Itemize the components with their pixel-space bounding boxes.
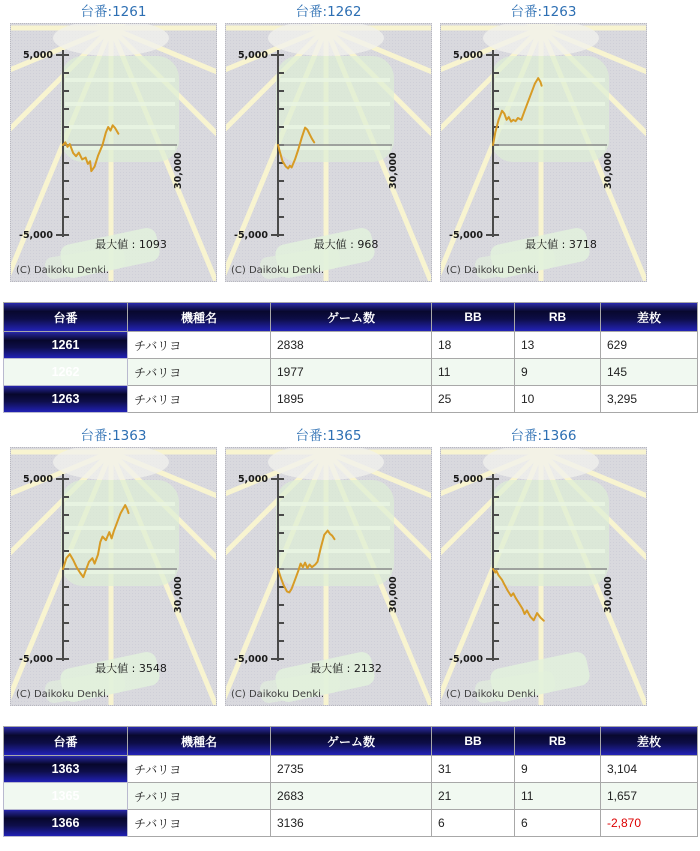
table-header bbox=[4, 303, 698, 332]
chart-block-1262 bbox=[225, 3, 432, 282]
table-row bbox=[4, 386, 698, 413]
svg-text:30,000: 30,000 bbox=[388, 576, 399, 613]
machine-number-cell: 1365 bbox=[4, 783, 128, 810]
rb-count-cell: 10 bbox=[515, 386, 601, 413]
svg-text:30,000: 30,000 bbox=[173, 576, 184, 613]
col-header-diff-medals: 差枚 bbox=[601, 727, 698, 756]
slump-graph-panel bbox=[225, 23, 432, 282]
copyright-credit: (C) Daikoku Denki. bbox=[16, 265, 110, 276]
diff-medals-cell: 145 bbox=[601, 359, 698, 386]
slump-graph-canvas bbox=[441, 448, 646, 705]
diff-medals-cell: 1,657 bbox=[601, 783, 698, 810]
chart-block-1363 bbox=[10, 427, 217, 706]
col-header-bb: BB bbox=[432, 727, 515, 756]
svg-text:5,000: 5,000 bbox=[22, 474, 53, 485]
game-count-cell: 1977 bbox=[271, 359, 432, 386]
rb-count-cell: 9 bbox=[515, 359, 601, 386]
svg-text:-5,000: -5,000 bbox=[234, 654, 268, 665]
slump-graph-panel bbox=[10, 23, 217, 282]
machine-number-link[interactable]: 台番:1263 bbox=[510, 4, 577, 20]
machine-number-cell: 1263 bbox=[4, 386, 128, 413]
max-value-label: 最大値 : 3718 bbox=[525, 238, 597, 251]
game-count-cell: 2838 bbox=[271, 332, 432, 359]
table-row bbox=[4, 783, 698, 810]
machine-number-link[interactable]: 台番:1261 bbox=[80, 4, 147, 20]
diff-medals-cell: 3,295 bbox=[601, 386, 698, 413]
diff-medals-cell: 3,104 bbox=[601, 756, 698, 783]
machine-number-link[interactable]: 台番:1366 bbox=[510, 428, 577, 444]
machine-number-cell: 1363 bbox=[4, 756, 128, 783]
col-header-model-name: 機種名 bbox=[128, 303, 271, 332]
col-header-model-name: 機種名 bbox=[128, 727, 271, 756]
model-name-cell: チバリヨ bbox=[128, 386, 271, 413]
svg-text:30,000: 30,000 bbox=[388, 152, 399, 189]
col-header-machine-number: 台番 bbox=[4, 727, 128, 756]
model-name-cell: チバリヨ bbox=[128, 783, 271, 810]
bb-count-cell: 25 bbox=[432, 386, 515, 413]
model-name-cell: チバリヨ bbox=[128, 359, 271, 386]
col-header-game-count: ゲーム数 bbox=[271, 303, 432, 332]
svg-text:-5,000: -5,000 bbox=[234, 230, 268, 241]
svg-text:-5,000: -5,000 bbox=[449, 230, 483, 241]
svg-text:30,000: 30,000 bbox=[603, 576, 614, 613]
diff-medals-cell: -2,870 bbox=[601, 810, 698, 837]
rb-count-cell: 9 bbox=[515, 756, 601, 783]
bb-count-cell: 21 bbox=[432, 783, 515, 810]
col-header-game-count: ゲーム数 bbox=[271, 727, 432, 756]
game-count-cell: 1895 bbox=[271, 386, 432, 413]
machine-number-cell: 1261 bbox=[4, 332, 128, 359]
copyright-credit: (C) Daikoku Denki. bbox=[446, 265, 540, 276]
chart-row-2 bbox=[0, 427, 700, 706]
col-header-rb: RB bbox=[515, 727, 601, 756]
copyright-credit: (C) Daikoku Denki. bbox=[231, 689, 325, 700]
bb-count-cell: 18 bbox=[432, 332, 515, 359]
slump-graph-panel bbox=[10, 447, 217, 706]
table-row bbox=[4, 332, 698, 359]
table-row bbox=[4, 810, 698, 837]
game-count-cell: 2683 bbox=[271, 783, 432, 810]
rb-count-cell: 11 bbox=[515, 783, 601, 810]
page bbox=[0, 3, 700, 837]
diff-medals-cell: 629 bbox=[601, 332, 698, 359]
max-value-label: 最大値 : 968 bbox=[313, 238, 379, 251]
model-name-cell: チバリヨ bbox=[128, 756, 271, 783]
slump-graph-panel bbox=[440, 447, 647, 706]
machine-number-link[interactable]: 台番:1365 bbox=[295, 428, 362, 444]
copyright-credit: (C) Daikoku Denki. bbox=[446, 689, 540, 700]
table-header bbox=[4, 727, 698, 756]
copyright-credit: (C) Daikoku Denki. bbox=[231, 265, 325, 276]
table-row bbox=[4, 359, 698, 386]
machine-data-table-2 bbox=[3, 726, 698, 837]
col-header-rb: RB bbox=[515, 303, 601, 332]
svg-text:30,000: 30,000 bbox=[603, 152, 614, 189]
machine-number-link[interactable]: 台番:1262 bbox=[295, 4, 362, 20]
chart-row-1 bbox=[0, 3, 700, 282]
chart-block-1263 bbox=[440, 3, 647, 282]
machine-number-cell: 1262 bbox=[4, 359, 128, 386]
machine-number-link[interactable]: 台番:1363 bbox=[80, 428, 147, 444]
machine-data-table-1 bbox=[3, 302, 698, 413]
col-header-bb: BB bbox=[432, 303, 515, 332]
rb-count-cell: 13 bbox=[515, 332, 601, 359]
svg-text:5,000: 5,000 bbox=[237, 50, 268, 61]
svg-text:5,000: 5,000 bbox=[237, 474, 268, 485]
slump-graph-panel bbox=[225, 447, 432, 706]
svg-text:-5,000: -5,000 bbox=[19, 654, 53, 665]
model-name-cell: チバリヨ bbox=[128, 810, 271, 837]
rb-count-cell: 6 bbox=[515, 810, 601, 837]
bb-count-cell: 31 bbox=[432, 756, 515, 783]
max-value-label: 最大値 : 1093 bbox=[95, 238, 167, 251]
chart-block-1261 bbox=[10, 3, 217, 282]
svg-text:5,000: 5,000 bbox=[452, 474, 483, 485]
game-count-cell: 2735 bbox=[271, 756, 432, 783]
svg-text:-5,000: -5,000 bbox=[449, 654, 483, 665]
bb-count-cell: 6 bbox=[432, 810, 515, 837]
bb-count-cell: 11 bbox=[432, 359, 515, 386]
copyright-credit: (C) Daikoku Denki. bbox=[16, 689, 110, 700]
machine-number-cell: 1366 bbox=[4, 810, 128, 837]
svg-text:5,000: 5,000 bbox=[452, 50, 483, 61]
svg-text:30,000: 30,000 bbox=[173, 152, 184, 189]
chart-block-1366 bbox=[440, 427, 647, 706]
svg-text:5,000: 5,000 bbox=[22, 50, 53, 61]
chart-block-1365 bbox=[225, 427, 432, 706]
game-count-cell: 3136 bbox=[271, 810, 432, 837]
col-header-diff-medals: 差枚 bbox=[601, 303, 698, 332]
model-name-cell: チバリヨ bbox=[128, 332, 271, 359]
max-value-label: 最大値 : 2132 bbox=[310, 662, 382, 675]
svg-text:-5,000: -5,000 bbox=[19, 230, 53, 241]
slump-graph-panel bbox=[440, 23, 647, 282]
table-row bbox=[4, 756, 698, 783]
col-header-machine-number: 台番 bbox=[4, 303, 128, 332]
max-value-label: 最大値 : 3548 bbox=[95, 662, 167, 675]
